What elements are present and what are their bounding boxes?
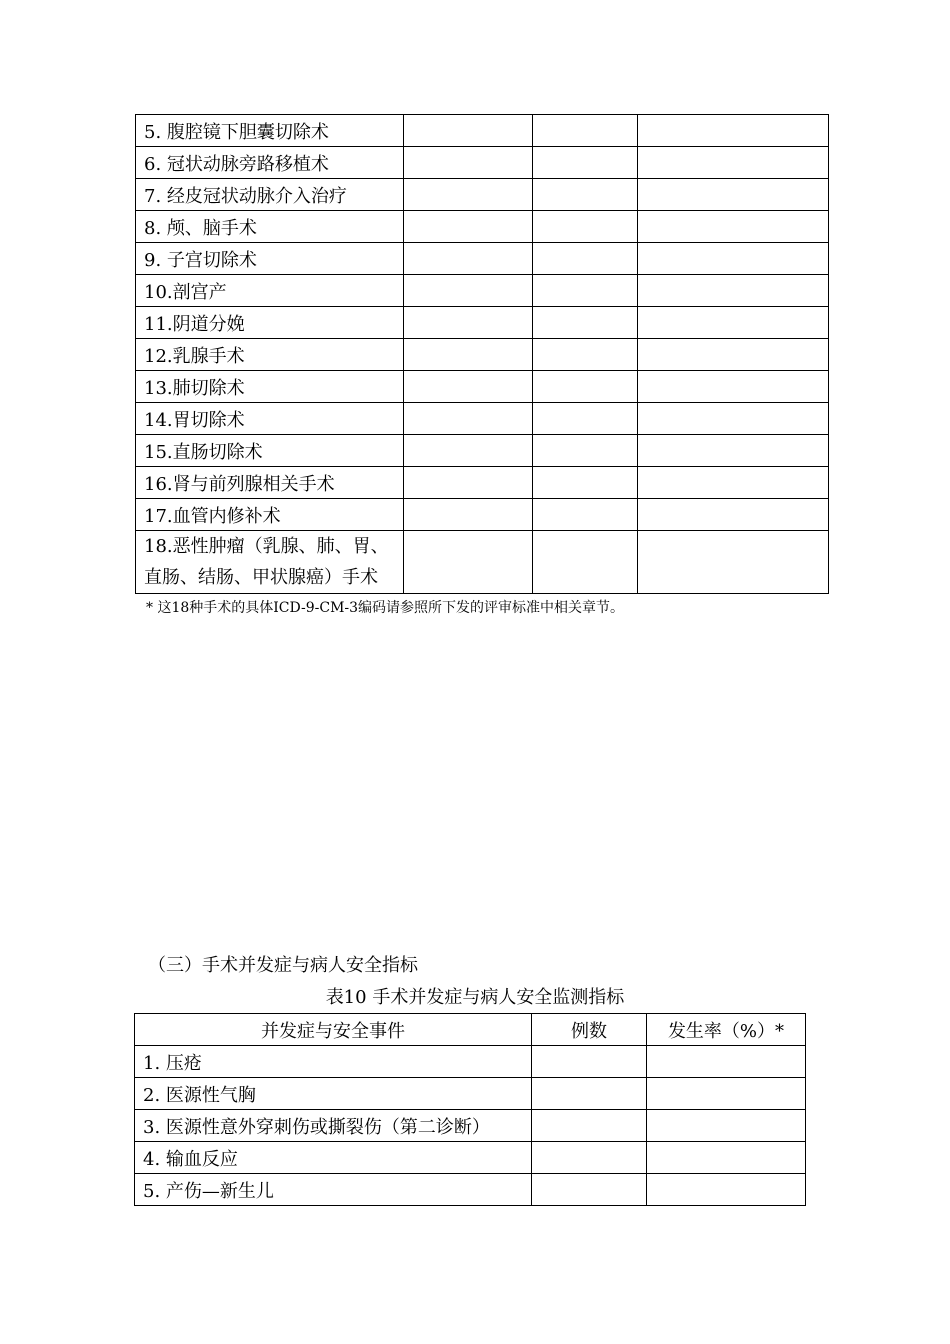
row-label-line: 18.恶性肿瘤（乳腺、肺、胃、 — [144, 536, 389, 557]
row-label: 6. 冠状动脉旁路移植术 — [136, 147, 404, 179]
table-row — [135, 1174, 806, 1206]
table-row — [136, 147, 829, 179]
row-label: 7. 经皮冠状动脉介入治疗 — [136, 179, 404, 211]
row-label: 9. 子宫切除术 — [136, 243, 404, 275]
row-label: 14.胃切除术 — [136, 403, 404, 435]
complication-safety-table — [134, 1013, 806, 1206]
row-label: 5. 腹腔镜下胆囊切除术 — [136, 115, 404, 147]
table-header-row — [135, 1014, 806, 1046]
row-label — [136, 531, 404, 594]
row-label: 10.剖宫产 — [136, 275, 404, 307]
table-row — [136, 467, 829, 499]
table-row — [136, 115, 829, 147]
table-row — [136, 531, 829, 594]
row-label: 8. 颅、脑手术 — [136, 211, 404, 243]
column-header: 发生率（%）* — [647, 1014, 806, 1046]
table-row — [136, 339, 829, 371]
table-row — [136, 371, 829, 403]
table-row — [136, 499, 829, 531]
table-footnote: * 这18种手术的具体ICD-9-CM-3编码请参照所下发的评审标准中相关章节。 — [146, 600, 625, 616]
table-row — [136, 435, 829, 467]
table-row — [136, 307, 829, 339]
column-header: 例数 — [532, 1014, 647, 1046]
row-label: 5. 产伤—新生儿 — [135, 1174, 532, 1206]
row-label: 1. 压疮 — [135, 1046, 532, 1078]
table-caption: 表10 手术并发症与病人安全监测指标 — [325, 987, 625, 1008]
table-row — [136, 179, 829, 211]
table-row — [135, 1110, 806, 1142]
row-label: 4. 输血反应 — [135, 1142, 532, 1174]
row-label: 2. 医源性气胸 — [135, 1078, 532, 1110]
row-label: 16.肾与前列腺相关手术 — [136, 467, 404, 499]
row-label: 12.乳腺手术 — [136, 339, 404, 371]
row-label: 13.肺切除术 — [136, 371, 404, 403]
row-label: 15.直肠切除术 — [136, 435, 404, 467]
surgery-indicator-table — [135, 114, 829, 594]
row-label: 17.血管内修补术 — [136, 499, 404, 531]
table-row — [135, 1046, 806, 1078]
section-title: （三）手术并发症与病人安全指标 — [148, 955, 418, 976]
row-label: 11.阴道分娩 — [136, 307, 404, 339]
table-row — [136, 275, 829, 307]
table-row — [135, 1142, 806, 1174]
table-row — [135, 1078, 806, 1110]
table-row — [136, 243, 829, 275]
table-row — [136, 403, 829, 435]
row-label: 3. 医源性意外穿刺伤或撕裂伤（第二诊断） — [135, 1110, 532, 1142]
table-row — [136, 211, 829, 243]
row-label-line: 直肠、结肠、甲状腺癌）手术 — [144, 567, 378, 588]
column-header: 并发症与安全事件 — [135, 1014, 532, 1046]
